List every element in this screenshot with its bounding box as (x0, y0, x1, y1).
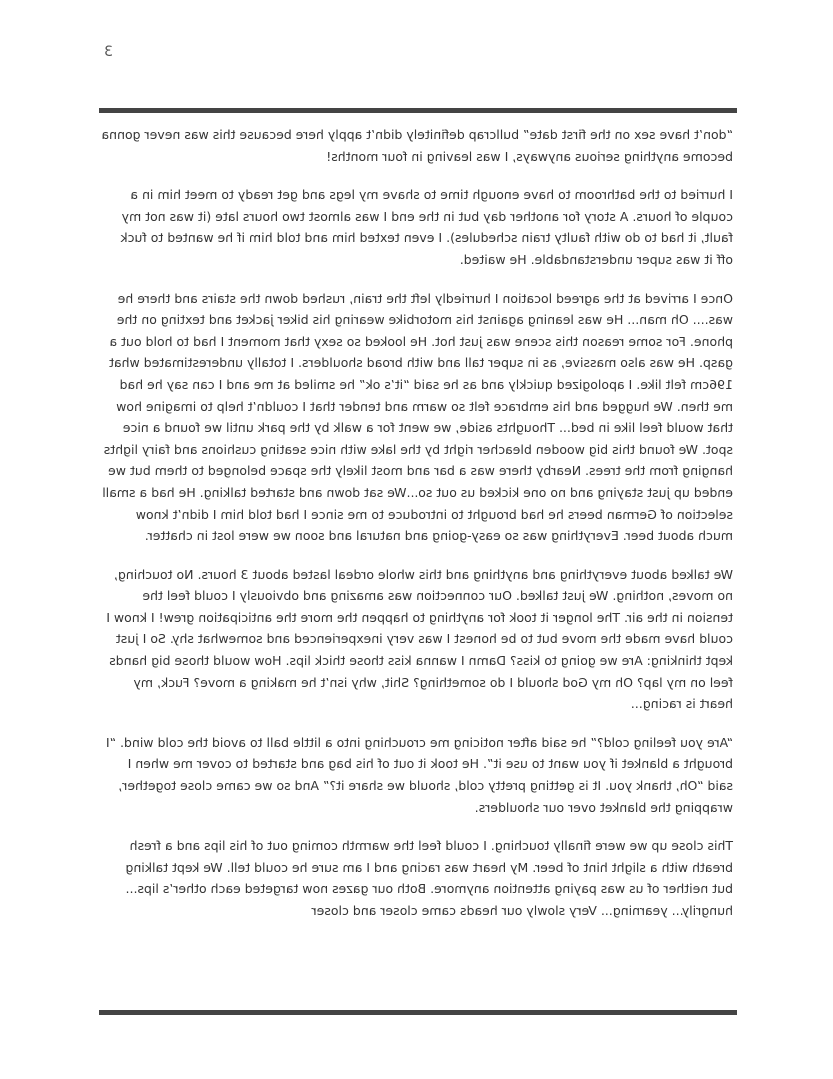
bottom-divider (99, 1010, 737, 1015)
paragraph: “Are you feeling cold?” he said after noticing me crouching into a little ball to avoid the cold wind. “I brought a blanket if you want to use it”. He took it out of his bag and started to cover me when I said “Oh, thank you. It is getting pretty cold, should we share it?” And so we came close together, wrapping the blanket over our shoulders. (105, 734, 733, 815)
top-divider (99, 108, 737, 113)
paragraph: I hurried to the bathroom to have enough time to shave my legs and get ready to meet him in a couple of hours. A story for another day but in the end I was almost two hours late (it was not my fault, it had to do with faulty train schedules). I even texted him and told him if he wanted to fuck off it was super understandable. He waited. (120, 187, 733, 267)
paragraph: Once I arrived at the agreed location I hurriedly left the train, rushed down the stairs and there he was.... Oh man... He was leaning against his motorbike wearing his biker jacket and texting on the phone. For some reason this scene was just hot. He looked so sexy that moment I had to hold out a gasp. He was also massive, as in super tall and with broad shoulders. I totally underestimated what 196cm felt like. I apologized quickly and as he said “it’s ok” he smiled at me and I can say he had me then. We hugged and his embrace felt so warm and tender that I couldn’t help to imagine how that would feel like in bed... Thoughts aside, we went for a walk by the park until we found a nice spot. We found this big wooden bleacher right by the lake with nice seating cushions and fairy lights hanging from the trees. Nearby there was a bar and most likely the space belonged to them but we ended up just staying and no one kicked us out so...We sat down and started talking. He had a small selection of German beers he had brought to introduce to me since I had told him I didn’t know much about beer. Everything was so easy-going and natural and soon we were lost in chatter. (102, 290, 733, 544)
paragraph: This close up we were finally touching. I could feel the warmth coming out of his lips and a fresh breath with a slight hint of beer. My heart was racing and I am sure he could tell. We kept talking but neither of us was paying attention anymore. Both our gazes now targeted each other’s lips... hungrily... yearning... Very slowly our heads came closer and closer (125, 838, 733, 918)
body-text (101, 124, 733, 939)
paragraph: “don’t have sex on the first date” bullcrap definitely didn’t apply here because this was never gonna become anything serious anyways, I was leaving in four months! (101, 127, 733, 164)
paragraph: We talked about everything and anything and this whole ordeal lasted about 3 hours. No touching, no moves, nothing. We just talked. Our connection was amazing and obviously I could feel the tension in the air. The longer it took for anything to happen the more the anticipation grew! I know I could have made the move but to be honest I was very inexperienced and somewhat shy. So I just kept thinking: Are we going to kiss? Damn I wanna kiss those thick lips. How would those big hands feel on my lap? Oh my God should I do something? Shit, why isn’t he making a move? Fuck, my heart is racing... (106, 566, 733, 712)
page-number: 3 (104, 44, 113, 60)
